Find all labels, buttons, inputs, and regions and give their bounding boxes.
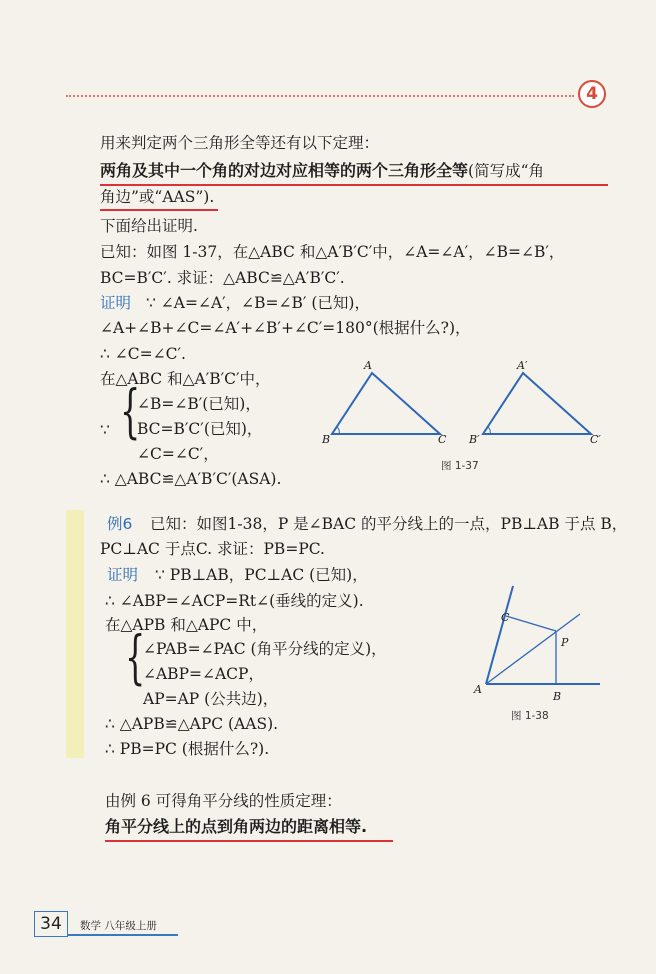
proof1-line: 在△ABC 和△A′B′C′中， [100,370,271,388]
figure-1-38 [470,580,620,710]
triangle-a2b2c2 [483,373,591,434]
theorem-aas-line2: 角边”或“AAS”). [100,188,215,206]
label-c-prime: C′ [590,433,601,446]
label-a: A [474,683,482,696]
example6-brace-line: AP=AP (公共边)， [143,690,279,708]
bisector-intro: 由例 6 可得角平分线的性质定理： [105,792,342,810]
label-c: C [438,433,447,446]
chapter-number-badge: 4 [578,80,606,108]
proof1-because: ∵ [100,421,110,439]
theorem-aas-bold: 两角及其中一个角的对边对应相等的两个三角形全等 [100,161,469,180]
figure-1-37-caption: 图 1-37 [441,460,479,472]
label-p: P [561,636,569,649]
given-line-2: BC=B′C′. 求证：△ABC≌△A′B′C′. [100,269,345,287]
intro-text: 用来判定两个三角形全等还有以下定理： [100,134,380,152]
theorem-aas-tail: (简写成“角 [468,162,544,180]
example6-proof-label: 证明 [107,566,139,584]
label-b-prime: B′ [469,433,480,446]
example6-label: 例6 [107,515,133,533]
example6-line-2: PC⊥AC 于点C. 求证：PB=PC. [100,540,325,558]
proof1-line: ∠A+∠B+∠C=∠A′+∠B′+∠C′=180°(根据什么?)， [100,319,471,337]
angle-b-arc [337,427,339,434]
example6-brace-line: ∠PAB=∠PAC (角平分线的定义)， [143,640,387,658]
example6-brace-line: ∠ABP=∠ACP， [143,665,264,683]
bisector-underline [105,840,393,842]
ray-ac [486,586,513,684]
header-dotted-rule [66,95,574,97]
proof1-brace: { [120,377,141,445]
footer-book-title: 数学 八年级上册 [80,920,157,932]
proof1-line: ∴ ∠C=∠C′. [100,345,186,363]
theorem-aas-line1 [100,160,544,182]
proof1-label: 证明 [100,294,132,312]
segment-pc [506,616,556,631]
theorem-underline-2 [100,209,218,211]
bisector-theorem: 角平分线上的点到角两边的距离相等. [105,817,368,836]
example6-conclusion-2: ∴ PB=PC (根据什么?). [105,740,270,758]
example6-proof-line: 在△APB 和△APC 中， [105,616,268,634]
footer-rule [68,934,178,936]
proof1-brace-line: ∠C=∠C′， [137,445,219,463]
label-b: B [553,690,562,703]
example6-brace: { [125,623,146,691]
given-line-1: 已知：如图 1-37，在△ABC 和△A′B′C′中，∠A=∠A′，∠B=∠B′， [100,243,565,261]
page-number: 34 [34,911,68,937]
figure-1-37 [316,358,616,473]
label-a-prime: A′ [517,359,528,372]
label-c: C [501,611,510,624]
proof1-brace-line: BC=B′C′(已知)， [137,420,263,438]
example-highlight-bar [66,510,84,758]
proof1-line: ∵ ∠A=∠A′，∠B=∠B′ (已知)， [146,294,370,312]
proof-intro: 下面给出证明. [100,217,198,235]
example6-proof-line: ∵ PB⊥AB，PC⊥AC (已知)， [155,566,368,584]
triangle-abc [332,373,440,434]
label-b: B [322,433,331,446]
label-a: A [364,359,372,372]
angle-b2-arc [488,427,490,434]
figure-1-38-caption: 图 1-38 [511,710,549,722]
example6-proof-line: ∴ ∠ABP=∠ACP=Rt∠(垂线的定义). [105,592,364,610]
proof1-conclusion: ∴ △ABC≌△A′B′C′(ASA). [100,470,282,488]
example6-conclusion-1: ∴ △APB≌△APC (AAS). [105,715,279,733]
proof1-brace-line: ∠B=∠B′(已知)， [137,395,261,413]
example6-line-1: 已知：如图1-38，P 是∠BAC 的平分线上的一点，PB⊥AB 于点 B， [150,515,628,533]
